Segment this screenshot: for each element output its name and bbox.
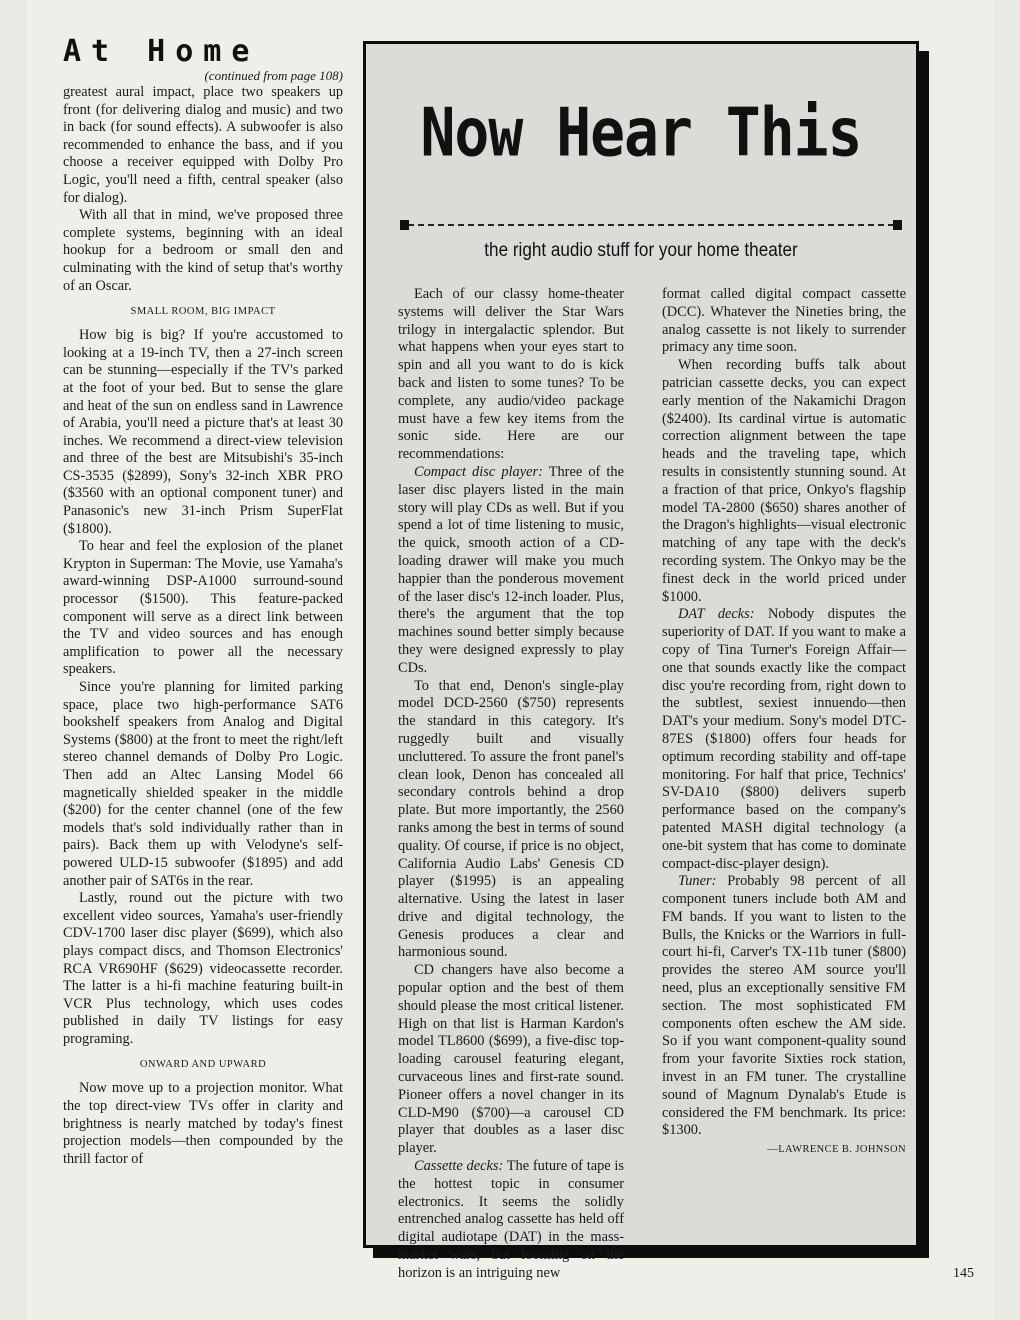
sidebar-paragraph <box>662 873 906 1140</box>
rule-square-right <box>893 220 902 230</box>
paragraph-text: To that end, Denon's single-play model DCD-2560 ($750) represents the standard in this category. It's ruggedly built and visually uncluttered. To assure the front panel's clean look, Denon has concealed all secondary controls behind a drop plate. But more importantly, the 2560 ranks among the best in terms of sound quality. Of course, if price is no object, California Audio Labs' Genesis CD player ($1995) is an appealing alternative. Using the latest in laser drive and digital technology, the Genesis produces a clear and harmonious sound. <box>398 677 624 961</box>
sidebar-paragraph <box>662 357 906 606</box>
paragraph-lead-in: Cassette decks: <box>414 1158 504 1175</box>
paragraph-lead-in: Tuner: <box>678 873 717 890</box>
paragraph: greatest aural impact, place two speakers up front (for delivering dialog and music) and two in back (for sound effects). A subwoofer is also recommended to enhance the bass, and if you choose a receiver equipped with Dolby Pro Logic, you'll need a fifth, central speaker (also for dialog). <box>63 84 343 206</box>
paragraph-text: Each of our classy home-theater systems will deliver the Star Wars trilogy in intergalactic splendor. But what happens when your eyes start to spin and all you want to do is kick back and listen to some tunes? To be complete, any audio/video package must have a few key items from the sonic side. Here are our recommendations: <box>398 286 624 463</box>
page-number: 145 <box>953 1266 974 1281</box>
sidebar-subtitle: the right audio stuff for your home theater <box>484 240 798 261</box>
dashed-rule <box>400 220 902 230</box>
paragraph: Now move up to a projection monitor. What the top direct-view TVs offer in clarity and brightness is nearly matched by today's finest projection models—then compounded by the thrill factor of <box>63 1080 343 1167</box>
paragraph: Lastly, round out the picture with two excellent video sources, Yamaha's user-friendly CDV-1700 laser disc player ($699), which also plays compact discs, and Thomson Electronics' RCA VR690HF ($629) videocassette recorder. The latter is a hi-fi machine featuring built-in VCR Plus technology, which uses codes published in daily TV listings for easy programing. <box>63 890 343 1047</box>
paragraph: Since you're planning for limited parking space, place two high-performance SAT6 bookshelf speakers from Analog and Digital Systems ($800) at the front to meet the right/left stereo channel demands of Dolby Pro Logic. Then add an Altec Lansing Model 66 magnetically shielded speaker in the middle ($200) for the center channel (one of the few models that's sold individually rather than in pairs). Back them up with Velodyne's self-powered ULD-15 subwoofer ($1895) and add another pair of SAT6s in the rear. <box>63 679 343 889</box>
paragraph-text: CD changers have also become a popular option and the best of them should please the most critical listener. High on that list is Harman Kardon's model TL8600 ($699), a five-disc top-loading carousel featuring elegant, curvaceous lines and first-rate sound. Pioneer offers a novel changer in its CLD-M90 ($700)—a carousel CD player that doubles as a laser disc player. <box>398 962 624 1157</box>
subheading-small-room: SMALL ROOM, BIG IMPACT <box>130 306 276 318</box>
sidebar-box <box>363 41 919 1281</box>
paragraph-lead-in: Compact disc player: <box>414 463 543 480</box>
paragraph: To hear and feel the explosion of the planet Krypton in Superman: The Movie, use Yamaha's award-winning DSP-A1000 surround-sound processor ($1500). This feature-packed component will serve as a direct link between the TV and video sources and has enough amplification to power all the necessary speakers. <box>63 538 343 678</box>
continued-note: (continued from page 108) <box>204 68 343 83</box>
sidebar-title: Now Hear This <box>420 93 862 172</box>
subheading-onward: ONWARD AND UPWARD <box>139 1059 267 1071</box>
main-article-column <box>63 36 343 1168</box>
sidebar-column-2-text <box>662 286 906 1140</box>
paragraph-text: format called digital compact cassette (DCC). Whatever the Nineties bring, the analog cassette is not likely to surrender primacy any time soon. <box>662 286 906 356</box>
sidebar-paragraph <box>662 286 906 357</box>
paragraph-text: Nobody disputes the superiority of DAT. If you want to make a copy of Tina Turner's Foreign Affair— one that sounds exactly like the compact disc you're recording from, right down to the subtlest, sexiest innuendo—then DAT's your medium. Sony's model DTC-87ES ($1800) offers four heads for optimum recording stability and off-tape monitoring. For half that price, Technics' SV-DA10 ($800) delivers superb performance based on the company's patented MASH digital technology (a one-bit system that has come to dominate compact-disc-player design). <box>662 606 906 872</box>
byline: —LAWRENCE B. JOHNSON <box>767 1144 906 1156</box>
paragraph-text: Probably 98 percent of all component tuners include both AM and FM bands. If you want to listen to the Bulls, the Knicks or the Warriors in full-court hi-fi, Carver's TX-11b tuner ($800) provides the stereo AM source you'll need, plus an exceptionally sensitive FM section. The most sophisticated FM components often eschew the AM side. So if you want component-quality sound from your favorite Sixties rock station, invest in an FM tuner. The crystalline sound of Magnum Dynalab's Etude is considered the FM benchmark. Its price: $1300. <box>662 873 906 1139</box>
paragraph-text: Three of the laser disc players listed in the main story will play CDs as well. But if you spend a lot of time listening to music, the quick, smooth action of a CD-loading drawer will make you much happier than the ponderous movement of the laser disc's 12-inch loader. Plus, there's the argument that the top machines sound better simply because they were designed expressly to play CDs. <box>398 463 624 676</box>
onward-paragraphs <box>63 1080 343 1168</box>
rule-dashes <box>408 224 894 226</box>
sidebar-column-1 <box>398 286 624 1283</box>
paragraph-text: When recording buffs talk about patrician cassette decks, you can expect early mention of the Nakamichi Dragon ($2400). Its cardinal virtue is automatic correction alignment between the tape heads and the traveling tape, which results in consistently stunning sound. At a fraction of that price, Onkyo's flagship model TA-2800 ($650) shares another of the Dragon's highlights—visual electronic matching of any tape with the deck's recording system. The Onkyo may be the finest deck in the world priced under $1000. <box>662 357 906 605</box>
sidebar-paragraph <box>398 286 624 464</box>
sidebar-paragraph <box>662 606 906 873</box>
sidebar-paragraph <box>398 962 624 1158</box>
sidebar-paragraph <box>398 1158 624 1283</box>
sidebar-paragraph <box>398 678 624 963</box>
sidebar-column-2 <box>662 286 906 1155</box>
paragraph: With all that in mind, we've proposed three complete systems, beginning with an ideal hookup for a bedroom or small den and culminating with the kind of setup that's worthy of an Oscar. <box>63 207 343 294</box>
small-room-paragraphs <box>63 327 343 1048</box>
intro-paragraphs <box>63 84 343 295</box>
paragraph-text: The future of tape is the hottest topic in consumer electronics. It seems the solidly entrenched analog cassette has held off digital audiotape (DAT) in the mass-market wars, but looming on the horizon is an intriguing new <box>398 1158 624 1281</box>
paragraph: How big is big? If you're accustomed to looking at a 19-inch TV, then a 27-inch screen can be stunning—especially if the TV's parked at the foot of your bed. But to sense the glare and heat of the sun on endless sand in Lawrence of Arabia, you'll need a picture that's at least 30 inches. We recommend a direct-view television and three of the best are Mitsubishi's 35-inch CS-3535 ($2899), Sony's 32-inch XBR PRO ($3560 with an optional component tuner) and Panasonic's new 31-inch Prism SuperFlat ($1800). <box>63 327 343 537</box>
section-heading: At Home <box>63 34 260 69</box>
sidebar-paragraph <box>398 464 624 678</box>
paragraph-lead-in: DAT decks: <box>678 606 755 623</box>
